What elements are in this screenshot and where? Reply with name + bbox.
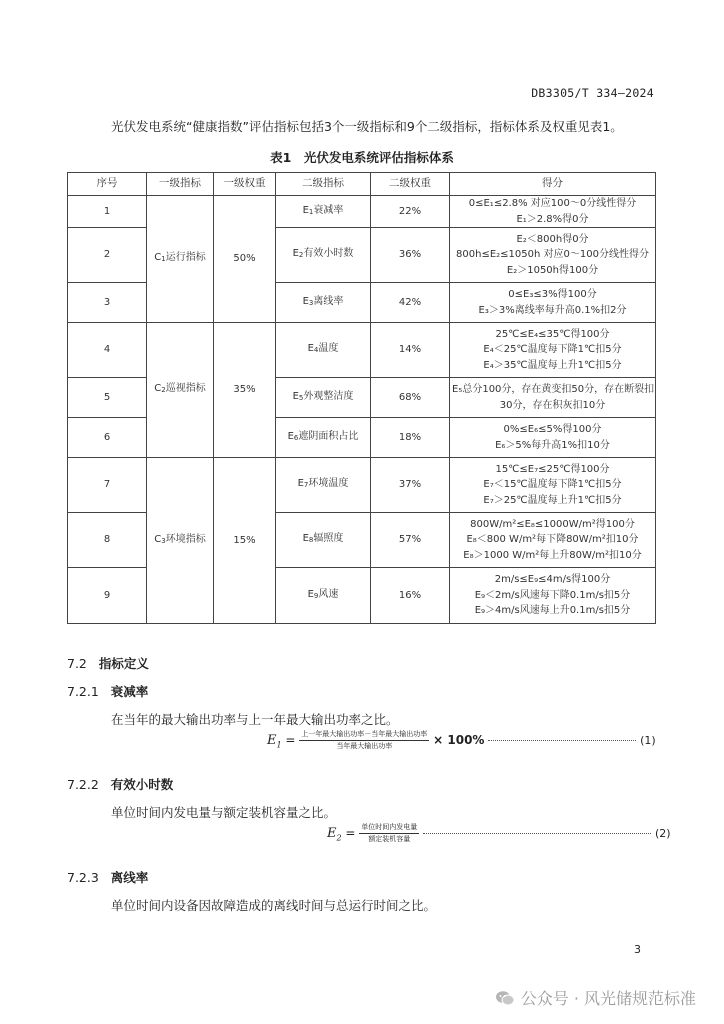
section-heading-7-2-2 bbox=[67, 775, 173, 793]
score-cell bbox=[450, 513, 656, 568]
secondary-indicator-cell bbox=[276, 418, 371, 458]
score-rule-line: E₅总分100分，存在黄变扣50分，存在断裂扣 bbox=[452, 384, 655, 395]
secondary-weight-cell: 57% bbox=[371, 513, 450, 568]
secondary-indicator-cell bbox=[276, 458, 371, 513]
primary-indicator-cell bbox=[147, 196, 214, 323]
score-rule-line: E₂＞1050h得100分 bbox=[506, 264, 599, 276]
secondary-indicator-name: 风速 bbox=[318, 588, 339, 600]
section-number: 7.2 bbox=[67, 656, 87, 671]
primary-weight-cell: 15% bbox=[214, 458, 276, 624]
section-title: 衰减率 bbox=[110, 684, 149, 699]
secondary-weight-cell: 18% bbox=[371, 418, 450, 458]
secondary-indicator-cell bbox=[276, 196, 371, 228]
secondary-indicator-cell bbox=[276, 378, 371, 418]
formula-1: $E_1$ = $\frac{\text{上一年最大输出功率－当年最大输出功率}}{\text{当年最大输出功率}}$ × 100% (1) bbox=[267, 730, 656, 750]
primary-indicator-symbol: C bbox=[154, 383, 162, 395]
indicator-table bbox=[67, 172, 656, 624]
serial-number-cell: 5 bbox=[68, 378, 147, 418]
watermark bbox=[495, 986, 696, 1009]
secondary-indicator-cell bbox=[276, 513, 371, 568]
score-rule-line: E₂＜800h得0分 bbox=[516, 233, 589, 245]
secondary-indicator-subscript: 9 bbox=[313, 591, 319, 600]
page-number: 3 bbox=[634, 943, 641, 956]
score-rule-line: 2m/s≤E₉≤4m/s得100分 bbox=[494, 574, 611, 586]
section-heading-7-2-3 bbox=[67, 868, 148, 886]
secondary-indicator-subscript: 6 bbox=[293, 433, 299, 442]
primary-indicator-subscript: 1 bbox=[161, 255, 166, 264]
score-rule-line: E₇＞25℃温度每上升1℃扣5分 bbox=[483, 494, 622, 506]
secondary-indicator-subscript: 2 bbox=[298, 251, 304, 260]
section-title: 指标定义 bbox=[98, 656, 149, 671]
secondary-indicator-symbol: E bbox=[307, 588, 314, 600]
secondary-indicator-subscript: 7 bbox=[303, 481, 309, 490]
secondary-indicator-symbol: E bbox=[302, 533, 309, 545]
score-cell bbox=[450, 228, 656, 283]
secondary-indicator-symbol: E bbox=[307, 343, 314, 355]
table-row bbox=[68, 196, 656, 228]
secondary-indicator-cell bbox=[276, 568, 371, 624]
header-cell: 一级权重 bbox=[214, 173, 276, 196]
score-rule-line: 25℃≤E₄≤35℃得100分 bbox=[495, 328, 610, 340]
section-number: 7.2.3 bbox=[67, 870, 99, 885]
score-rule-line: 15℃≤E₇≤25℃得100分 bbox=[495, 463, 610, 475]
secondary-indicator-subscript: 1 bbox=[308, 207, 314, 216]
score-rule-line: E₉＞4m/s风速每上升0.1m/s扣5分 bbox=[474, 605, 631, 617]
secondary-indicator-name: 离线率 bbox=[313, 295, 344, 307]
score-rule-line: 800W/m²≤E₈≤1000W/m²得100分 bbox=[470, 518, 635, 530]
primary-indicator-name: 巡视指标 bbox=[165, 383, 206, 395]
watermark-text: 公众号 · 风光储规范标准 bbox=[520, 989, 696, 1008]
primary-indicator-name: 运行指标 bbox=[165, 252, 206, 264]
header-cell: 得分 bbox=[450, 173, 656, 196]
score-cell bbox=[450, 283, 656, 323]
score-cell bbox=[450, 196, 656, 228]
secondary-weight-cell: 36% bbox=[371, 228, 450, 283]
primary-indicator-name: 环境指标 bbox=[165, 533, 206, 545]
formula-fraction: $\frac{\text{单位时间内发电量}}{\text{额定装机容量}}$ bbox=[361, 823, 418, 843]
secondary-indicator-cell bbox=[276, 283, 371, 323]
section-title: 有效小时数 bbox=[110, 777, 174, 792]
secondary-weight-cell: 14% bbox=[371, 323, 450, 378]
serial-number-cell: 7 bbox=[68, 458, 147, 513]
definition-text-7-2-3: 单位时间内设备因故障造成的离线时间与总运行时间之比。 bbox=[111, 898, 437, 913]
secondary-indicator-subscript: 3 bbox=[308, 298, 314, 307]
score-rule-line: E₄＞35℃温度每上升1℃扣5分 bbox=[483, 359, 622, 371]
secondary-indicator-name: 辐照度 bbox=[313, 533, 344, 545]
score-rule-line: E₄＜25℃温度每下降1℃扣5分 bbox=[483, 344, 622, 356]
definition-text-7-2-2: 单位时间内发电量与额定装机容量之比。 bbox=[111, 805, 337, 820]
score-cell bbox=[450, 458, 656, 513]
section-heading-7-2 bbox=[67, 654, 149, 672]
header-cell: 一级指标 bbox=[147, 173, 214, 196]
wechat-icon bbox=[495, 988, 515, 1008]
secondary-indicator-subscript: 4 bbox=[313, 346, 319, 355]
primary-weight-cell: 50% bbox=[214, 196, 276, 323]
section-heading-7-2-1 bbox=[67, 682, 148, 700]
secondary-indicator-name: 有效小时数 bbox=[303, 248, 354, 260]
score-rule-line: 800h≤E₂≤1050h 对应0～100分线性得分 bbox=[456, 249, 649, 261]
secondary-weight-cell: 22% bbox=[371, 196, 450, 228]
section-title: 离线率 bbox=[110, 870, 149, 885]
serial-number-cell: 4 bbox=[68, 323, 147, 378]
secondary-indicator-symbol: E bbox=[302, 295, 309, 307]
score-rule-line: 0≤E₁≤2.8% 对应100～0分线性得分 bbox=[468, 198, 637, 209]
score-cell bbox=[450, 568, 656, 624]
secondary-indicator-cell bbox=[276, 323, 371, 378]
secondary-weight-cell: 37% bbox=[371, 458, 450, 513]
secondary-indicator-name: 温度 bbox=[318, 343, 339, 355]
document-number: DB3305/T 334—2024 bbox=[531, 86, 654, 100]
score-rule-line: E₇＜15℃温度每下降1℃扣5分 bbox=[483, 479, 622, 491]
score-rule-line: 0≤E₃≤3%得100分 bbox=[508, 289, 597, 300]
serial-number-cell: 6 bbox=[68, 418, 147, 458]
primary-indicator-symbol: C bbox=[154, 252, 162, 264]
score-rule-line: E₈＜800 W/m²每下降80W/m²扣10分 bbox=[466, 534, 639, 546]
secondary-indicator-name: 环境温度 bbox=[308, 478, 349, 490]
primary-indicator-subscript: 2 bbox=[161, 386, 166, 395]
formula-lhs: $E_1$ bbox=[267, 733, 282, 750]
secondary-weight-cell: 16% bbox=[371, 568, 450, 624]
score-cell bbox=[450, 418, 656, 458]
serial-number-cell: 2 bbox=[68, 228, 147, 283]
primary-indicator-cell bbox=[147, 458, 214, 624]
primary-indicator-subscript: 3 bbox=[161, 536, 166, 545]
primary-indicator-symbol: C bbox=[154, 533, 162, 545]
serial-number-cell: 8 bbox=[68, 513, 147, 568]
score-rule-line: 30分，存在积灰扣10分 bbox=[499, 399, 606, 411]
secondary-indicator-symbol: E bbox=[297, 478, 304, 490]
secondary-indicator-symbol: E bbox=[292, 390, 299, 402]
score-cell bbox=[450, 378, 656, 418]
score-cell bbox=[450, 323, 656, 378]
secondary-indicator-symbol: E bbox=[302, 204, 309, 216]
secondary-indicator-symbol: E bbox=[292, 248, 299, 260]
serial-number-cell: 9 bbox=[68, 568, 147, 624]
equation-number: (2) bbox=[654, 827, 671, 840]
secondary-indicator-cell bbox=[276, 228, 371, 283]
serial-number-cell: 3 bbox=[68, 283, 147, 323]
formula-lhs: $E_2$ bbox=[327, 826, 342, 843]
definition-text-7-2-1: 在当年的最大输出功率与上一年最大输出功率之比。 bbox=[111, 712, 399, 727]
score-rule-line: E₁＞2.8%得0分 bbox=[516, 213, 589, 225]
intro-paragraph: 光伏发电系统“健康指数”评估指标包括3个一级指标和9个二级指标，指标体系及权重见表1。 bbox=[111, 119, 623, 134]
score-rule-line: E₉＜2m/s风速每下降0.1m/s扣5分 bbox=[474, 589, 631, 601]
header-cell: 二级权重 bbox=[371, 173, 450, 196]
serial-number-cell: 1 bbox=[68, 196, 147, 228]
score-rule-line: 0%≤E₆≤5%得100分 bbox=[503, 424, 602, 435]
table-header-row bbox=[68, 173, 656, 196]
table-row bbox=[68, 458, 656, 513]
formula-fraction: $\frac{\text{上一年最大输出功率－当年最大输出功率}}{\text{当年最大输出功率}}$ bbox=[301, 730, 428, 750]
equation-number: (1) bbox=[640, 734, 656, 747]
header-cell: 序号 bbox=[68, 173, 147, 196]
header-cell: 二级指标 bbox=[276, 173, 371, 196]
secondary-indicator-subscript: 5 bbox=[298, 393, 304, 402]
secondary-weight-cell: 68% bbox=[371, 378, 450, 418]
secondary-weight-cell: 42% bbox=[371, 283, 450, 323]
section-number: 7.2.1 bbox=[67, 684, 99, 699]
score-rule-line: E₆＞5%每升高1%扣10分 bbox=[495, 439, 610, 451]
score-rule-line: E₈＞1000 W/m²每上升80W/m²扣10分 bbox=[463, 549, 642, 561]
formula-2: $E_2$ = $\frac{\text{单位时间内发电量}}{\text{额定装机容量}}$ (2) bbox=[327, 823, 671, 843]
primary-weight-cell: 35% bbox=[214, 323, 276, 458]
table-caption: 表1 光伏发电系统评估指标体系 bbox=[270, 150, 454, 165]
section-number: 7.2.2 bbox=[67, 777, 99, 792]
secondary-indicator-subscript: 8 bbox=[308, 536, 314, 545]
score-rule-line: E₃＞3%离线率每升高0.1%扣2分 bbox=[478, 304, 627, 316]
secondary-indicator-name: 遮阴面积占比 bbox=[298, 430, 359, 442]
primary-indicator-cell bbox=[147, 323, 214, 458]
secondary-indicator-symbol: E bbox=[287, 430, 294, 442]
secondary-indicator-name: 衰减率 bbox=[313, 204, 344, 216]
secondary-indicator-name: 外观整洁度 bbox=[303, 390, 354, 402]
table-row bbox=[68, 323, 656, 378]
